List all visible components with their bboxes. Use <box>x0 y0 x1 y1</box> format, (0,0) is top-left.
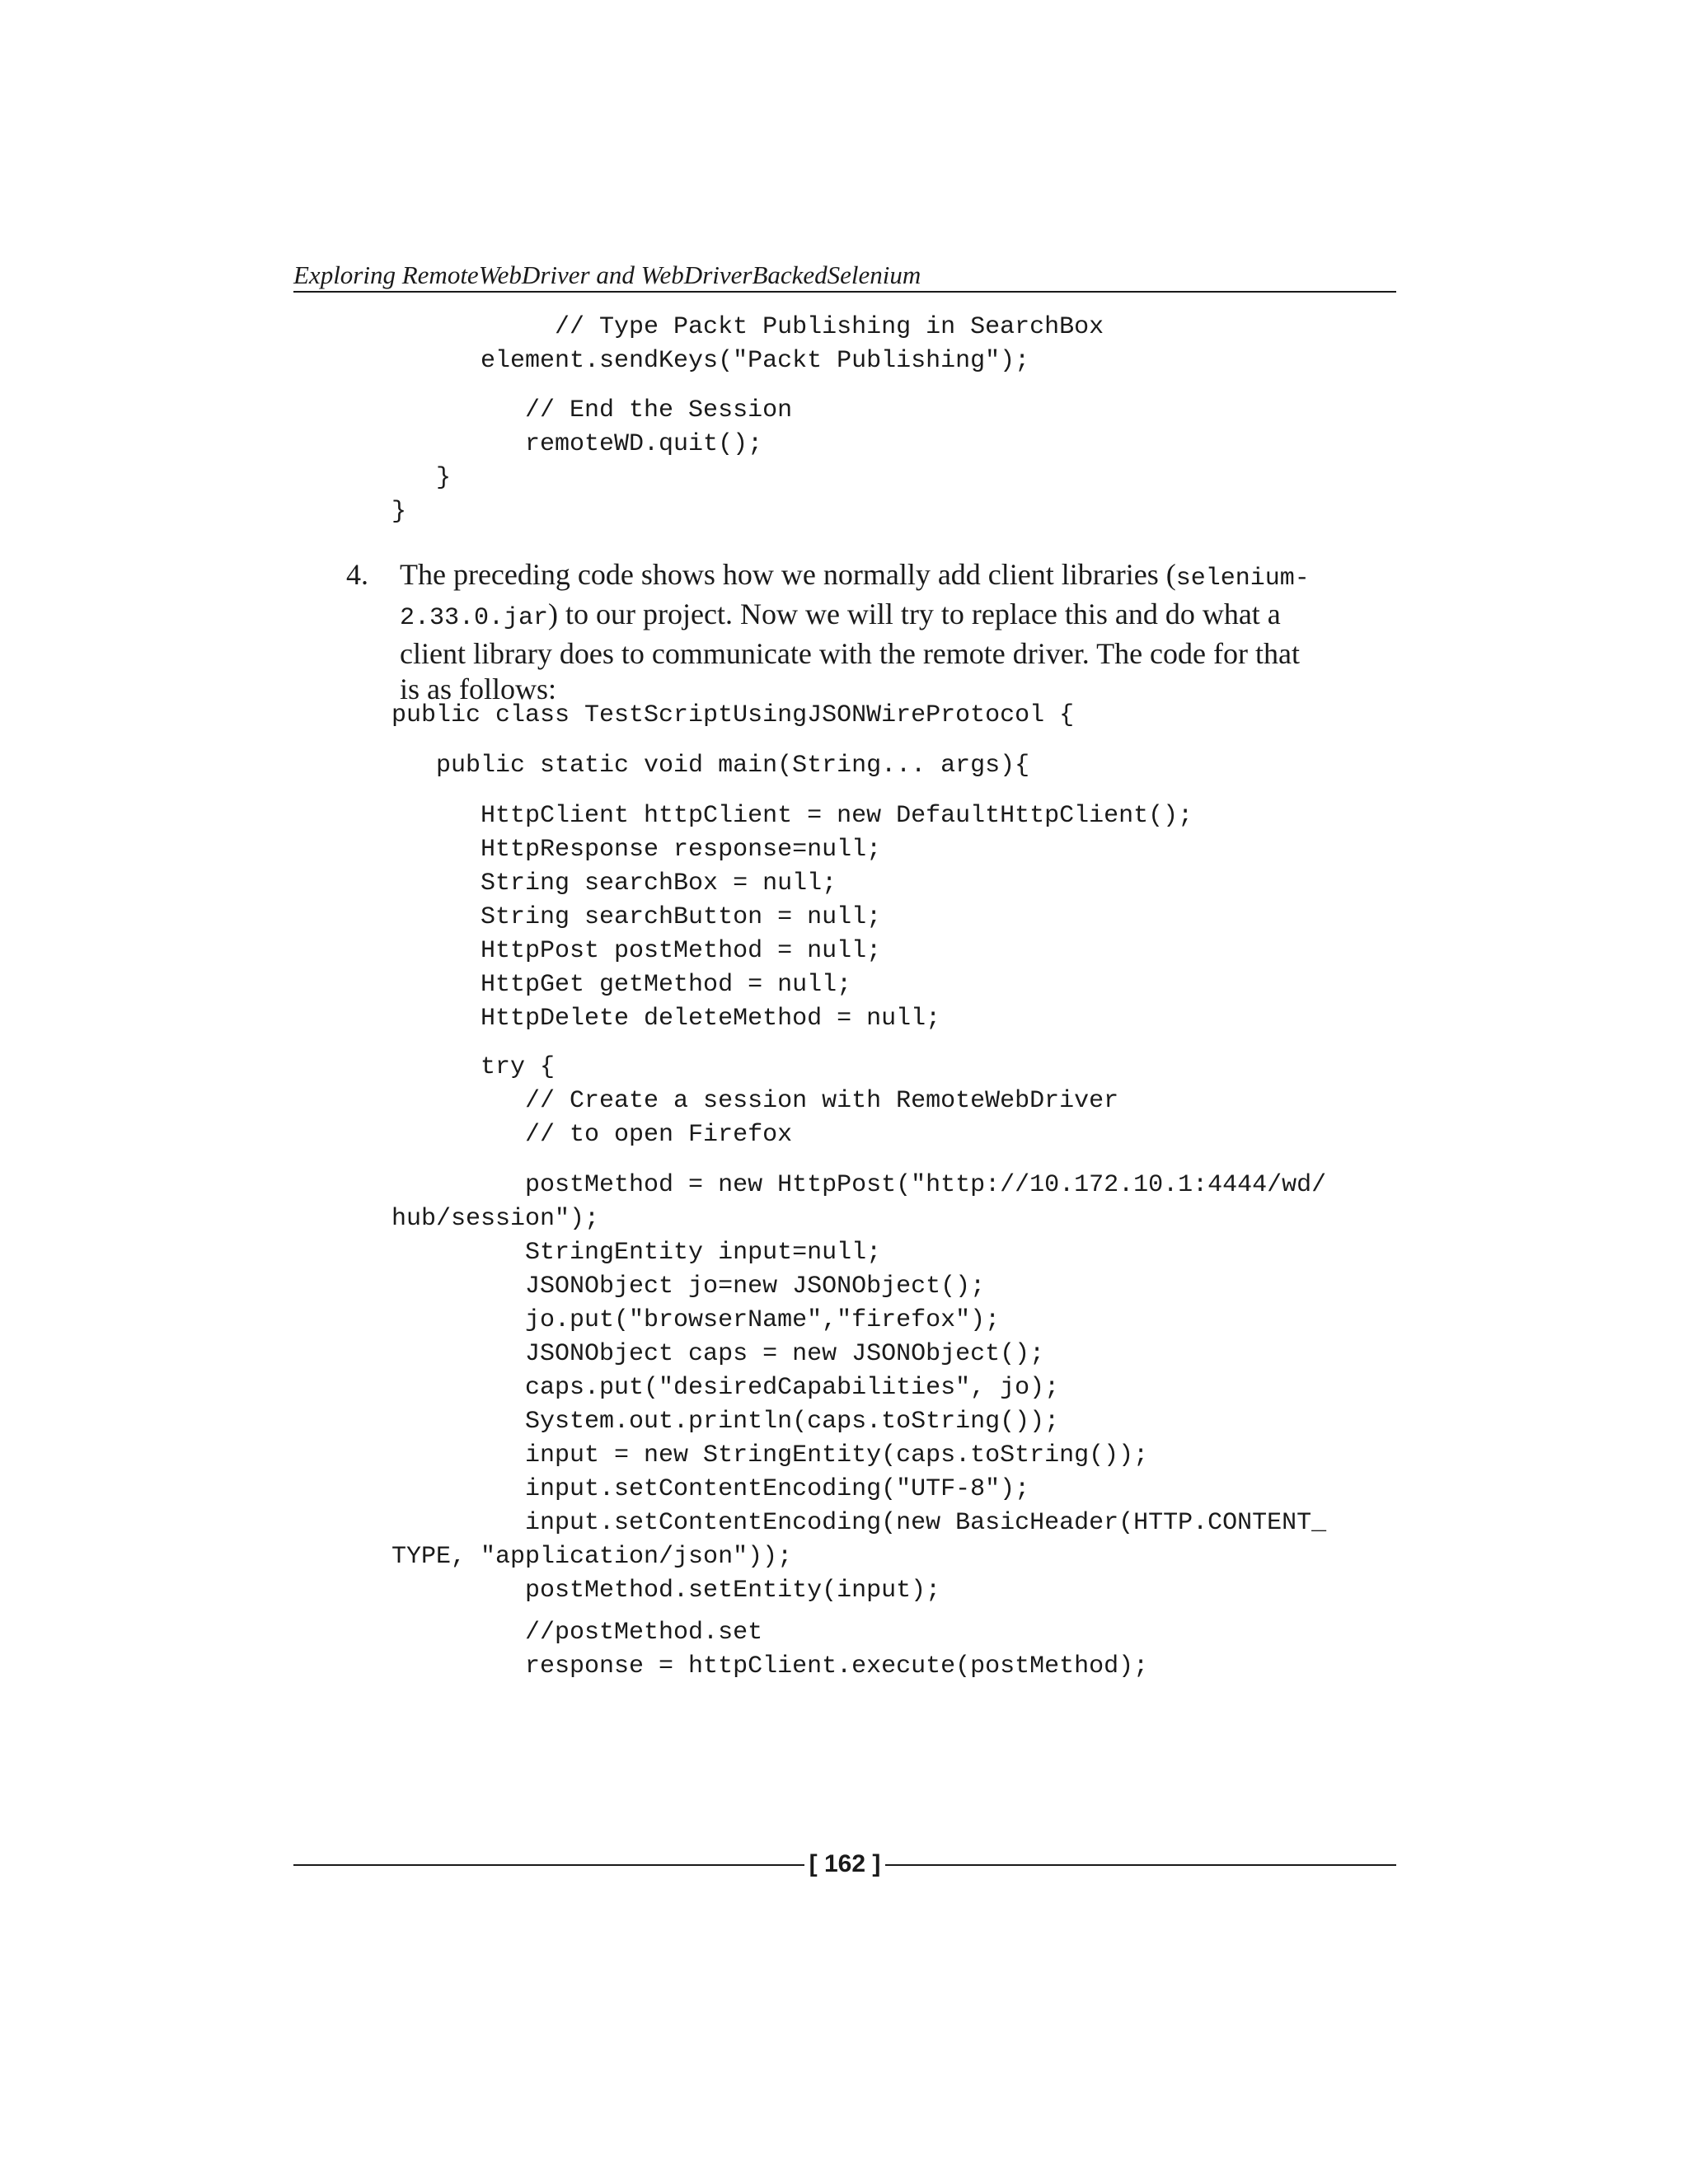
footer-rule-right <box>885 1864 1396 1866</box>
inline-code-version: 2.33.0.jar <box>400 604 549 632</box>
code-line: TYPE, "application/json")); <box>392 1543 793 1571</box>
paragraph-line-4: is as follows: <box>400 673 557 705</box>
code-line: input.setContentEncoding(new BasicHeader(HTTP.CONTENT_ <box>392 1509 1327 1537</box>
code-line: public static void main(String... args){ <box>392 752 1030 780</box>
code-line: } <box>392 498 407 526</box>
code-line: HttpPost postMethod = null; <box>392 937 882 965</box>
code-line: input.setContentEncoding("UTF-8"); <box>392 1475 1030 1503</box>
code-line: jo.put("browserName","firefox"); <box>392 1306 1001 1334</box>
code-line: public class TestScriptUsingJSONWireProtocol { <box>392 701 1075 729</box>
code-block-searchbox <box>392 311 1104 378</box>
code-line: response = httpClient.execute(postMethod); <box>392 1652 1149 1680</box>
code-block-end-session <box>392 394 792 529</box>
code-line: // Create a session with RemoteWebDriver <box>392 1087 1119 1115</box>
code-line: hub/session"); <box>392 1205 600 1233</box>
code-line: StringEntity input=null; <box>392 1239 882 1267</box>
code-block-main-method <box>392 749 1029 783</box>
code-line: // End the Session <box>392 396 793 424</box>
code-line: caps.put("desiredCapabilities", jo); <box>392 1374 1060 1402</box>
paragraph-line-1 <box>400 557 1397 597</box>
paragraph-text: The preceding code shows how we normally add client libraries ( <box>400 558 1176 591</box>
code-block-execute <box>392 1616 1148 1684</box>
code-line: HttpDelete deleteMethod = null; <box>392 1005 941 1033</box>
paragraph-line-2 <box>400 597 1397 636</box>
list-number: 4. <box>346 558 368 591</box>
code-line: HttpGet getMethod = null; <box>392 971 852 999</box>
code-line: JSONObject jo=new JSONObject(); <box>392 1272 986 1301</box>
code-line: remoteWD.quit(); <box>392 430 763 458</box>
code-line: String searchButton = null; <box>392 903 882 931</box>
code-line: HttpResponse response=null; <box>392 836 882 864</box>
footer-rule-left <box>293 1864 804 1866</box>
step-4-paragraph <box>400 557 1397 707</box>
running-header-title: Exploring RemoteWebDriver and WebDriverBackedSelenium <box>293 260 921 289</box>
code-line: // Type Packt Publishing in SearchBox <box>392 313 1104 341</box>
paragraph-text: ) to our project. Now we will try to replace this and do what a <box>548 598 1281 630</box>
code-line: // to open Firefox <box>392 1121 793 1149</box>
code-block-class-declaration <box>392 699 1074 733</box>
code-line: } <box>392 464 452 492</box>
code-line: HttpClient httpClient = new DefaultHttpClient(); <box>392 802 1193 830</box>
code-line: JSONObject caps = new JSONObject(); <box>392 1340 1045 1368</box>
code-line: //postMethod.set <box>392 1619 763 1647</box>
code-block-post-method <box>392 1169 1326 1608</box>
page-number: [ 162 ] <box>809 1850 881 1877</box>
code-line: element.sendKeys("Packt Publishing"); <box>392 347 1030 375</box>
code-line: postMethod = new HttpPost("http://10.172.10.1:4444/wd/ <box>392 1171 1327 1199</box>
code-line: String searchBox = null; <box>392 869 837 898</box>
paragraph-line-3: client library does to communicate with the remote driver. The code for that <box>400 637 1300 670</box>
code-line: postMethod.setEntity(input); <box>392 1577 941 1605</box>
code-block-variable-declarations <box>392 799 1193 1036</box>
code-line: System.out.println(caps.toString()); <box>392 1408 1060 1436</box>
code-line: input = new StringEntity(caps.toString()); <box>392 1441 1149 1469</box>
code-block-try-comments <box>392 1051 1118 1152</box>
code-line: try { <box>392 1053 556 1081</box>
header-rule <box>293 291 1396 293</box>
inline-code-filename: selenium- <box>1175 565 1310 593</box>
